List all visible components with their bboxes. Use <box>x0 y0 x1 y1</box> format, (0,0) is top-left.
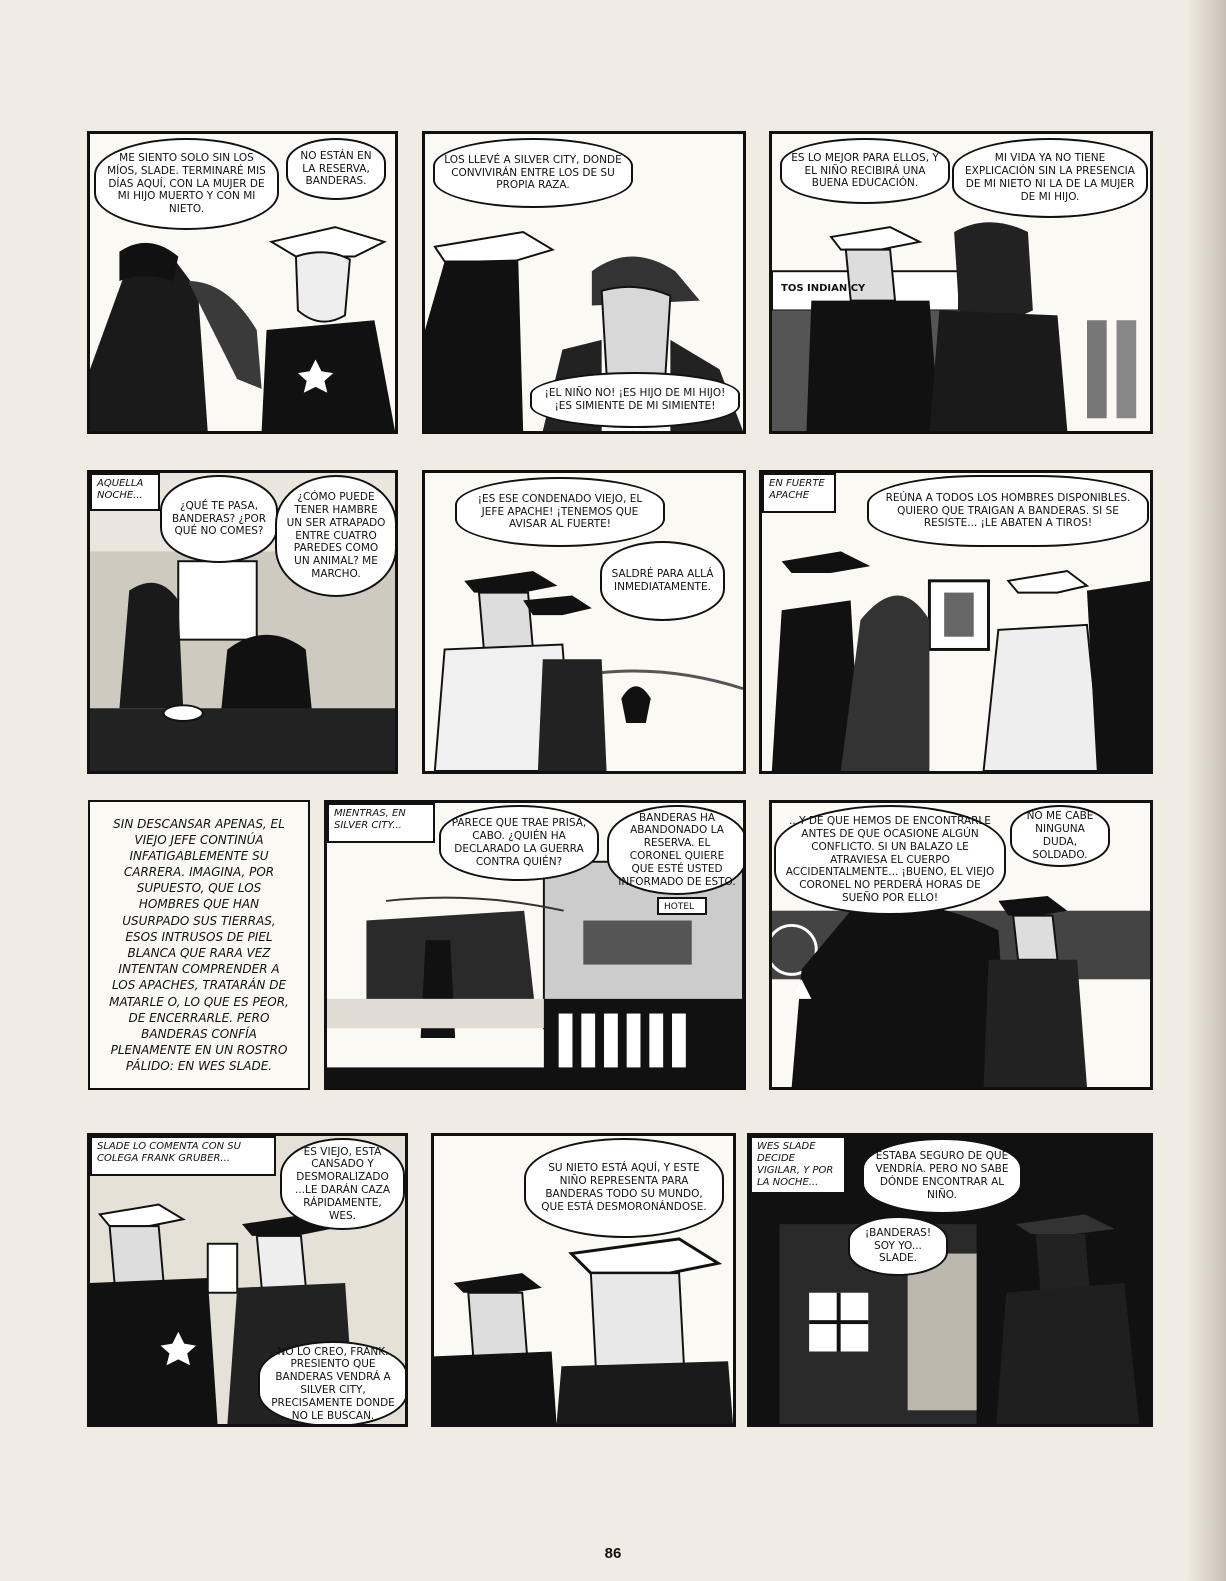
speech-bubble: REÚNA A TODOS LOS HOMBRES DISPONIBLES. QUIERO QUE TRAIGAN A BANDERAS. SI SE RESISTE... ¡LE ABATEN A TIROS! <box>867 475 1149 547</box>
speech-bubble: LOS LLEVÉ A SILVER CITY, DONDE CONVIVIRÁN ENTRE LOS DE SU PROPIA RAZA. <box>433 138 633 208</box>
speech-bubble: ME SIENTO SOLO SIN LOS MÍOS, SLADE. TERMINARÉ MIS DÍAS AQUÍ, CON LA MUJER DE MI HIJO MUERTO Y CON MI NIETO. <box>94 138 279 230</box>
speech-bubble: PARECE QUE TRAE PRISA, CABO. ¿QUIÉN HA DECLARADO LA GUERRA CONTRA QUIÉN? <box>439 805 599 881</box>
speech-bubble: ¿CÓMO PUEDE TENER HAMBRE UN SER ATRAPADO ENTRE CUATRO PAREDES COMO UN ANIMAL? ME MARCHO. <box>275 475 397 597</box>
speech-bubble: ¿QUÉ TE PASA, BANDERAS? ¿POR QUÉ NO COMES? <box>160 475 278 563</box>
speech-bubble: ¡EL NIÑO NO! ¡ES HIJO DE MI HIJO! ¡ES SIMIENTE DE MI SIMIENTE! <box>530 372 740 428</box>
panel-1 <box>87 131 398 434</box>
speech-bubble: ES LO MEJOR PARA ELLOS, Y EL NIÑO RECIBIRÁ UNA BUENA EDUCACIÓN. <box>780 138 950 204</box>
panel-4 <box>87 470 398 774</box>
panel-8 <box>324 800 746 1090</box>
speech-bubble: ...Y DE QUE HEMOS DE ENCONTRARLE ANTES DE QUE OCASIONE ALGÚN CONFLICTO. SI UN BALAZO LE ATRAVIESA EL CUERPO ACCIDENTALMENTE... ¡BUENO, EL VIEJO CORONEL NO PERDERÁ HORAS DE SUEÑO POR ELLO! <box>774 805 1006 915</box>
panel-10 <box>87 1133 408 1427</box>
narration-text-panel: SIN DESCANSAR APENAS, EL VIEJO JEFE CONTINÚA INFATIGABLEMENTE SU CARRERA. IMAGINA, POR SUPUESTO, QUE LOS HOMBRES QUE HAN USURPADO SUS TIERRAS, ESOS INTRUSOS DE PIEL BLANCA QUE RARA VEZ INTENTAN COMPRENDER A LOS APACHES, TRATARÁN DE MATARLE O, LO QUE ES PEOR, DE ENCERRARLE. PERO BANDERAS CONFÍA PLENAMENTE EN UN ROSTRO PÁLIDO: EN WES SLADE. <box>88 800 310 1090</box>
speech-bubble: MI VIDA YA NO TIENE EXPLICACIÓN SIN LA PRESENCIA DE MI NIETO NI LA DE LA MUJER DE MI HIJO. <box>952 138 1148 218</box>
speech-bubble: ¡BANDERAS! SOY YO... SLADE. <box>848 1216 948 1276</box>
building-sign: TOS INDIAN CY <box>781 283 866 294</box>
page-edge-shadow <box>1186 0 1226 1581</box>
narration-caption: SLADE LO COMENTA CON SU COLEGA FRANK GRUBER... <box>90 1136 276 1176</box>
speech-bubble: ¡ES ESE CONDENADO VIEJO, EL JEFE APACHE! ¡TENEMOS QUE AVISAR AL FUERTE! <box>455 477 665 547</box>
panel-12 <box>747 1133 1153 1427</box>
panel-5 <box>422 470 746 774</box>
narration-caption: EN FUERTE APACHE <box>762 473 836 513</box>
speech-bubble: NO LO CREO, FRANK. PRESIENTO QUE BANDERAS VENDRÁ A SILVER CITY, PRECISAMENTE DONDE NO LE BUSCAN. <box>258 1341 408 1427</box>
speech-bubble: ESTABA SEGURO DE QUE VENDRÍA. PERO NO SABE DÓNDE ENCONTRAR AL NIÑO. <box>862 1138 1022 1214</box>
narration-caption: MIENTRAS, EN SILVER CITY... <box>327 803 435 843</box>
narration-caption: AQUELLA NOCHE... <box>90 473 160 511</box>
speech-bubble: BANDERAS HA ABANDONADO LA RESERVA. EL CORONEL QUIERE QUE ESTÉ USTED INFORMADO DE ESTO. <box>607 805 746 895</box>
hotel-sign: HOTEL <box>657 897 707 915</box>
speech-bubble: SALDRÉ PARA ALLÁ INMEDIATAMENTE. <box>600 541 725 621</box>
panel-11 <box>431 1133 736 1427</box>
speech-bubble: ES VIEJO, ESTÁ CANSADO Y DESMORALIZADO ...LE DARÁN CAZA RÁPIDAMENTE, WES. <box>280 1138 405 1230</box>
page-number: 86 <box>604 1545 622 1562</box>
panel-9 <box>769 800 1153 1090</box>
speech-bubble: SU NIETO ESTÁ AQUÍ, Y ESTE NIÑO REPRESENTA PARA BANDERAS TODO SU MUNDO, QUE ESTÁ DESMORONÁNDOSE. <box>524 1138 724 1238</box>
speech-bubble: NO ME CABE NINGUNA DUDA, SOLDADO. <box>1010 805 1110 867</box>
narration-caption: WES SLADE DECIDE VIGILAR, Y POR LA NOCHE... <box>750 1136 846 1194</box>
panel-2 <box>422 131 746 434</box>
speech-bubble: NO ESTÁN EN LA RESERVA, BANDERAS. <box>286 138 386 200</box>
panel-3 <box>769 131 1153 434</box>
panel-6 <box>759 470 1153 774</box>
